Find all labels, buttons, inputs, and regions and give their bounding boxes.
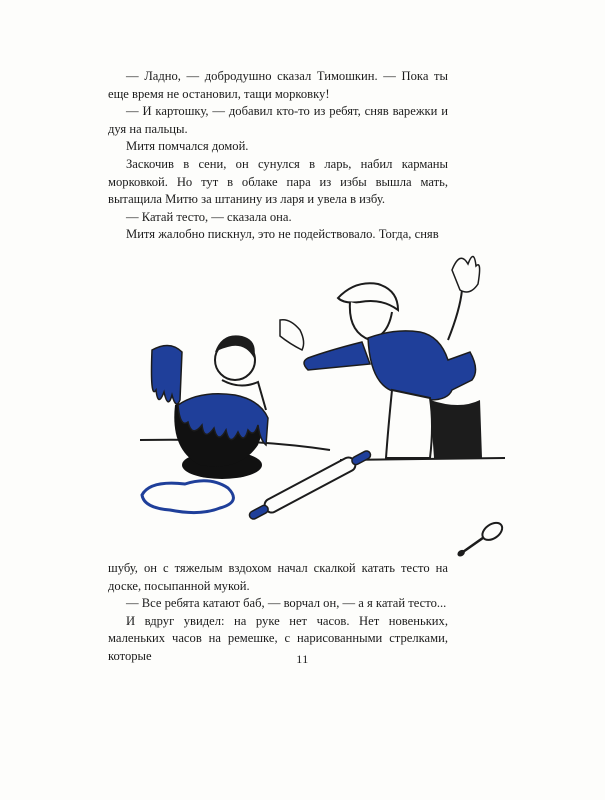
mother-skirt [430,400,482,458]
paragraph: Митя жалобно пискнул, это не подействовало. Тогда, сняв [126,227,439,242]
dough-hands [152,345,183,404]
paragraph: И вдруг увидел: на руке нет часов. Нет новеньких, маленьких часов на ремешке, с нарисованными стрелками, которые [108,613,448,663]
top-text-block [108,68,448,244]
mother-blouse [368,331,476,400]
mother-right-hand [452,256,480,292]
paragraph: Заскочив в сени, он сунулся в ларь, набил карманы морковкой. Но тут в облаке пара из избы вышла мать, вытащила Митю за штанину из ларя и увела в избу. [108,156,448,207]
paragraph: шубу, он с тяжелым вздохом начал скалкой катать тесто на доске, посыпанной мукой. [108,561,448,593]
mother-headscarf [338,283,398,310]
dough-puddle [142,481,233,513]
paragraph: — Катай тесто, — сказала она. [126,209,292,224]
rolling-pin [247,447,374,523]
mother-figure [280,256,482,458]
paragraph: — Ладно, — добродушно сказал Тимошкин. — Пока ты еще время не остановил, тащи морковку! [108,69,448,101]
mother-left-hand [280,320,304,350]
bottom-text-block [108,560,448,666]
paragraph: — И картошку, — добавил кто-то из ребят, сняв варежки и дуя на пальцы. [108,104,448,136]
mother-left-arm [304,342,370,370]
paragraph: Митя помчался домой. [126,139,249,154]
spoon-icon [454,519,505,560]
mother-right-arm [448,290,462,340]
paragraph: — Все ребята катают баб, — ворчал он, — а я катай тесто... [126,596,447,611]
page-number: 11 [296,652,309,666]
boy-and-mother-kneading-dough-illustration [130,240,510,560]
mother-apron [386,390,432,458]
